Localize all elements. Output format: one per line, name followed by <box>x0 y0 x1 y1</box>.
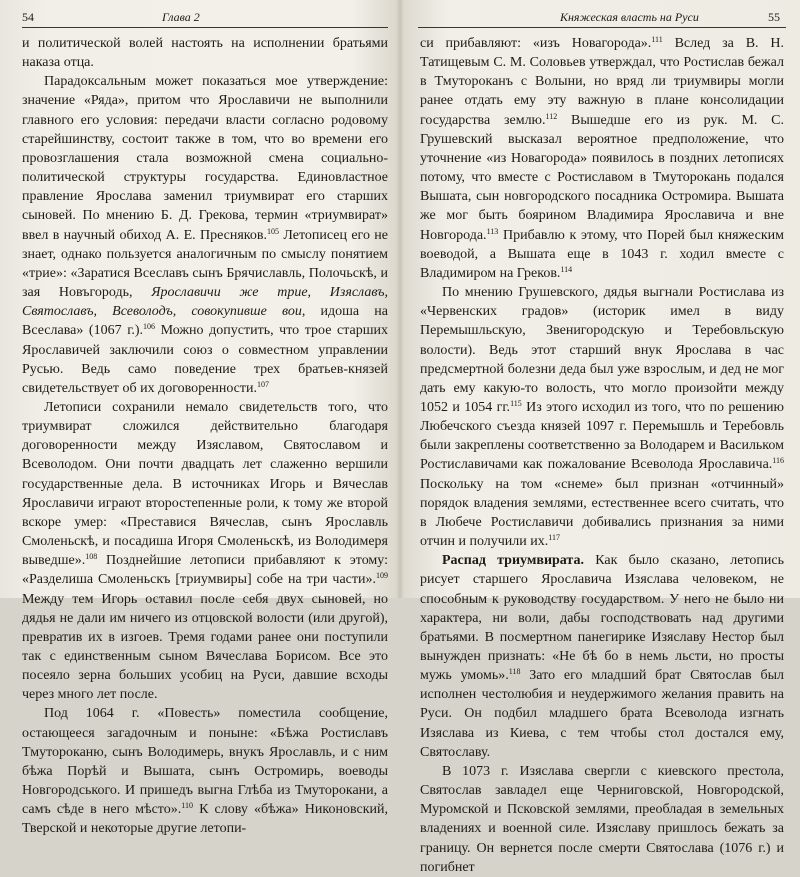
text-run: Между тем Игорь оставил после себя двух сыновей, но дядья не дали им ничего из отцовской волости (или другой), превратив их в изгоев. Тремя годами ранее они поступили так с единственным сыном Вячеслава Борисом. Все это посеяло зерна больших усобиц на Руси, давшие всходы через много лет после. <box>22 591 388 703</box>
body-text <box>22 34 388 839</box>
footnote-ref: 112 <box>545 111 558 121</box>
paragraph <box>22 34 388 72</box>
text-run: К слову «бѣжа» Никоновский, Тверской и некоторые другие летопи- <box>22 802 388 837</box>
section-heading: Распад триумвирата. <box>442 553 584 569</box>
running-head <box>420 8 780 26</box>
text-run: Можно допустить, что трое старших Ярославичей заключили союз о совместном управлении Русью. Ведь само поведение трех братьев-князей свидетельствует об их договоренности. <box>22 323 389 396</box>
text-run: си прибавляют: «изъ Новагорода». <box>420 36 652 51</box>
footnote-ref: 108 <box>85 552 98 562</box>
italic-quote: Ярославичи же трие, Изяславъ, Святославъ, Всеволодъ, совокупивше вои <box>22 285 388 320</box>
text-run: Позднейшие летописи прибавляют к этому: «Разделиша Смоленьскъ [триумвиры] собе на три части». <box>22 553 388 588</box>
footnote-ref: 106 <box>143 322 156 332</box>
page-number: 54 <box>22 10 34 24</box>
paragraph <box>420 34 784 283</box>
paragraph <box>420 762 784 877</box>
right-page <box>402 0 800 875</box>
running-head <box>22 8 384 26</box>
left-page <box>0 0 398 837</box>
footnote-ref: 117 <box>548 533 560 543</box>
paragraph <box>22 398 388 705</box>
running-head-title: Княжеская власть на Руси <box>560 10 699 24</box>
text-run: Парадоксальным может показаться мое утверждение: значение «Ряда», притом что Ярославичи не выполнили главного его условия: передачи власти согласно родовому старейшинству, состоит также в том, что во времени его провозглашения стала возможной смена социально-политической структуры государства. Единовластное правление Ярослава заменил триумвират его старших сыновей. По мнению Б. Д. Грекова, термин «триумвират» ввел в научный обиход А. Е. Пресняков. <box>22 74 388 243</box>
text-run: Под 1064 г. «Повесть» поместила сообщение, остающееся загадочным и поныне: «Бѣжа Ростиславъ Тмутороканю, сынъ Володимерь, внукъ Ярославль, и с ним бѣжа Порѣй и Вышата, сынъ Остромирь, воеводы Новгородського. И пришедъ выгна Глѣба из Тмуторокани, а самъ сѣде в него мѣсто». <box>22 706 388 818</box>
footnote-ref: 116 <box>772 456 784 466</box>
paragraph <box>22 704 388 838</box>
footnote-ref: 111 <box>651 35 663 44</box>
footnote-ref: 115 <box>510 398 522 408</box>
running-head-title: Глава 2 <box>162 10 200 24</box>
footnote-ref: 105 <box>267 226 279 236</box>
header-rule <box>22 27 388 28</box>
footnote-ref: 113 <box>486 226 499 236</box>
footnote-ref: 114 <box>560 264 573 274</box>
text-run: Вышедше его из рук. М. С. Грушевский высказал вероятное предположение, что уточнение «из Новагорода» появилось в поздних летописях потому, что вместе с Ростиславом в Тмуторокань подался Вышата, сын новгородского посадника Остромира. Вышата же мог быть боярином Владимира Ярославича и вне Новгорода. <box>420 112 784 243</box>
text-run: и политической волей настоять на исполнении братьями наказа отца. <box>22 36 388 71</box>
text-run: По мнению Грушевского, дядья выгнали Ростислава из «Червенских градов» (историк имел в виду Перемышльскую, Звенигородскую и Теребовльскую волости). Ведь этот старший внук Ярослава в час предсмертной болезни деда был уже взрослым, и дед не мог дать ему какую-то волость, что могло произойти между 1052 и 1054 гг. <box>420 285 784 415</box>
header-rule <box>418 27 786 28</box>
footnote-ref: 109 <box>376 571 388 581</box>
text-run: Из этого исходил из того, что по решению Любечского съезда князей 1097 г. Перемышль и Теребовль были закреплены соответственно за Володарем и Васильком Ростиславичами как пожалование Всеволода Ярославича. <box>420 399 784 473</box>
paragraph <box>420 551 784 762</box>
text-run: Вслед за В. Н. Татищевым С. М. Соловьев утверждал, что Ростислав бежал в Тмутороканъ с Волыни, но вряд ли триумвиры могли ранее отдать ему эту важную в плане консолидации государства землю. <box>420 36 784 128</box>
text-run: Прибавлю к этому, что Порей был княжеским воеводой, а Вышата еще в 1043 г. ходил вместе с Владимиром на Греков. <box>420 227 784 281</box>
text-run: Поскольку на том «снеме» был признан «отчинный» порядок владения землями, естественнее всего считать, что в Любече Ростиславичи добивались признания за ними отчин и получили их. <box>420 476 784 550</box>
text-run: В 1073 г. Изяслава свергли с киевского престола, Святослав завладел еще Черниговской, Новгородской, Муромской и Псковской землями, преобладая в земельных владениях и военной силе. Изяславу пришлось бежать за границу. Он вернется после смерти Святослава (1076 г.) и погибнет <box>420 763 784 875</box>
footnote-ref: 107 <box>257 379 269 389</box>
text-run: , идоша на Всеслава» (1067 г.). <box>22 304 388 339</box>
paragraph <box>420 283 784 551</box>
paragraph <box>22 72 388 398</box>
text-run: Летописи сохранили немало свидетельств того, что триумвират сложился действительно благодаря договоренности между Изяславом, Святославом и Всеволодом. Они почти двадцать лет слаженно вершили государственные дела. В источниках Игорь и Вячеслав Ярославичи играют второстепенные роли, к тому же второй вскоре умер: «Преставися Вячеслав, сынъ Ярославль Смоленьскѣ, и посадиша Игоря Смоленьскѣ, из Володимеря выведше». <box>22 399 388 569</box>
text-run: Зато его младший брат Святослав был исполнен честолюбия и неудержимого желания править на Руси. Он подбил младшего брата Всеволода изгнать Изяслава из Киева, с тем чтобы стол достался ему, Святославу. <box>420 668 784 760</box>
text-run: Летописец его не знает, однако пользуется аналогичным по смыслу понятием «трие»: «Заратися Всеславъ сынъ Брячиславль, Полочьскѣ, и зая Новъгородь, <box>22 227 389 301</box>
footnote-ref: 118 <box>508 667 521 677</box>
footnote-ref: 110 <box>181 801 193 811</box>
body-text <box>420 34 784 877</box>
text-run: Как было сказано, летопись рисует старшего Ярославича Изяслава человеком, не способным к руководству государством. У него не было ни характера, ни воли, дабы господствовать над другими братьями. В посмертном панегирике Изяславу Нестор был вынужден признать: «Не бѣ бо в немь льсти, но просты мужь умомь». <box>420 553 785 684</box>
page-number: 55 <box>768 10 780 24</box>
